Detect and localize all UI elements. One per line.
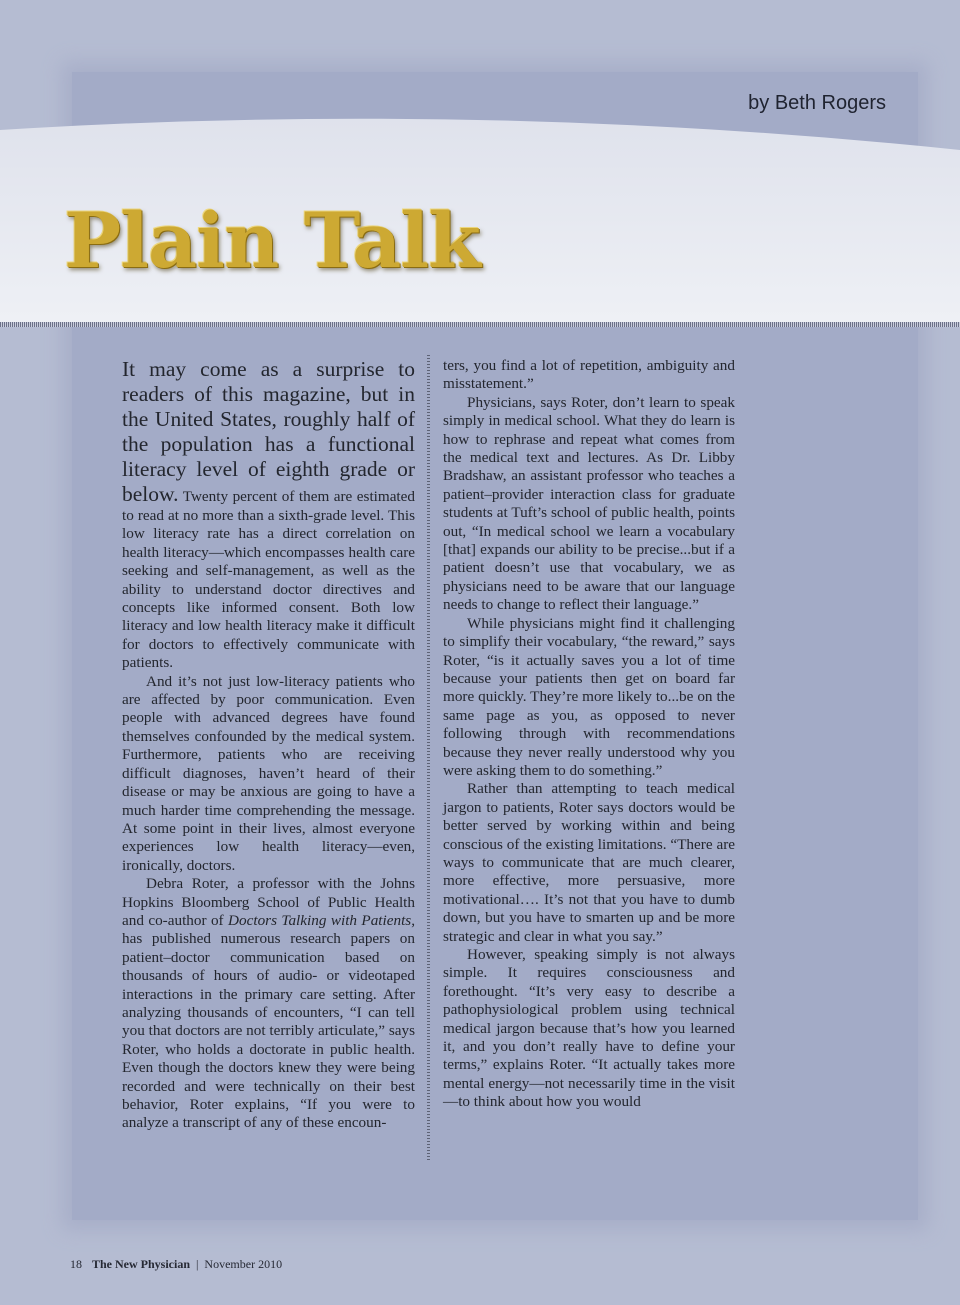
paragraph: ters, you find a lot of repetition, ambiguity and misstatement.” [443, 357, 735, 393]
paragraph: Physicians, says Roter, don’t learn to speak simply in medical school. What they do learn is how to rephrase and repeat what comes from the medical text and lectures. As Dr. Libby Bradshaw, an assistant professor who teaches a patient–provider interaction class for graduate students at Tuft’s school of public health, points out, “In medical school we learn a vocabulary [that] expands our ability to be precise...but if a patient doesn’t use that vocabulary, we as physicians need to be aware that our language needs to change to reflect their language.” [443, 393, 735, 614]
issue-date: November 2010 [204, 1257, 283, 1271]
byline: by Beth Rogers [748, 92, 886, 114]
paragraph-text: , has published numerous research papers on patient–doctor communication based on thousands of hours of audio- or videotaped interactions in the primary care setting. After analyzing thousands of encounters, “I can tell you that doctors are not terribly articulate,” says Roter, who holds a doctorate in public health. Even though the doctors knew they were being recorded and were technically on their best behavior, Roter explains, “If you were to analyze a transcript of any of these encoun- [122, 911, 415, 1132]
page-number: 18 [70, 1257, 82, 1271]
paragraph: While physicians might find it challenging to simplify their vocabulary, “the reward,” says Roter, “is it actually saves you a lot of time because your patients then get on board far more quickly. They’re more likely to...be on the same page as you, as opposed to never following through with recommendations because they never really understood why you were asking them to do something.” [443, 614, 735, 779]
paragraph [122, 875, 415, 1133]
page-footer [70, 1257, 282, 1272]
header-banner [0, 0, 960, 340]
left-column [122, 357, 415, 1133]
opening-paragraph [122, 357, 415, 673]
article-title: Plain Talk [64, 196, 480, 285]
publication-name: The New Physician [92, 1257, 191, 1271]
paragraph: However, speaking simply is not always simple. It requires consciousness and forethought. “It’s very easy to describe a pathophysiological problem using technical medical jargon because that’s how you learned it, and you don’t really have to define your terms,” explains Roter. “It actually takes more mental energy—not necessarily time in the visit—to think about how you would [443, 946, 735, 1111]
column-divider [427, 355, 430, 1160]
paragraph-text: Twenty percent of them are estimated to read at no more than a sixth-grade level. This low literacy rate has a direct correlation on health literacy—which encompasses health care seeking and self-management, as well as the ability to understand doctor directives and concepts like informed consent. Both low literacy and low health literacy make it difficult for doctors to effectively communicate with patients. [122, 488, 415, 672]
paragraph: Rather than attempting to teach medical jargon to patients, Roter says doctors would be better served by working within and being conscious of the existing limitations. “There are ways to communicate that are much clearer, more effective, more persuasive, more motivational…. It’s not that you have to dumb down, but you have to smarten up and be more strategic and clear in what you say.” [443, 780, 735, 945]
lead-in-text: It may come as a surprise to readers of this magazine, but in the United States, roughly half of the population has a functional literacy level of eighth grade or below. [122, 357, 415, 506]
paragraph: And it’s not just low-literacy patients who are affected by poor communication. Even people with advanced degrees have found themselves confounded by the medical system. Furthermore, patients who are receiving difficult diagnoses, haven’t heard of their disease or may be anxious are going to have a much harder time comprehending the message. At some point in their lives, almost everyone experiences low health literacy—even, ironically, doctors. [122, 672, 415, 874]
book-title: Doctors Talking with Patients [228, 911, 412, 929]
paragraph-text: Debra Roter, a professor with the Johns Hopkins Bloomberg School of Public Health and co-author of [122, 875, 415, 929]
right-column [443, 357, 735, 1112]
footer-separator: | [196, 1257, 199, 1271]
